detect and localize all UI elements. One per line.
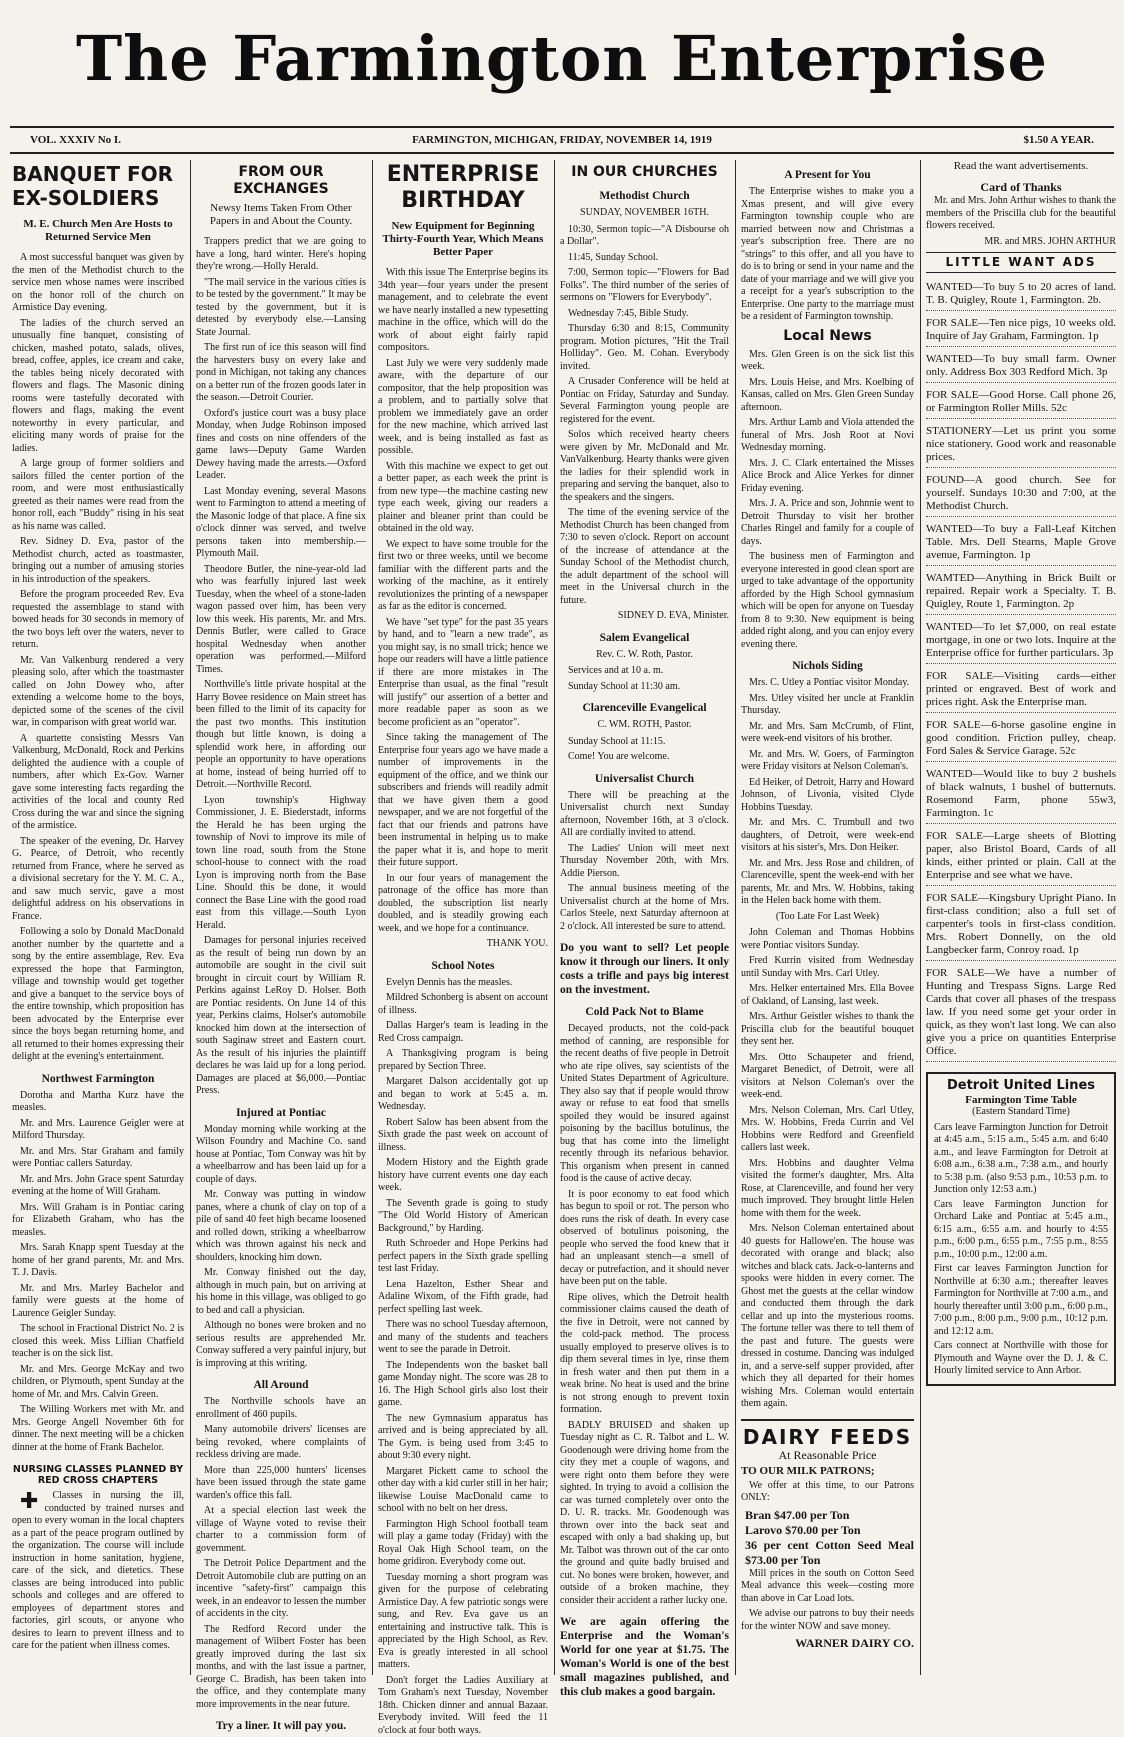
timetable-subtitle: Farmington Time Table [934,1094,1108,1107]
column-rule [190,160,191,1675]
classified-ad: FOR SALE—6-horse gasoline engine in good condition. Friction pulley, cheap. Ford Sales & Service Garage. 52c [926,719,1116,762]
timetable-entry: Cars leave Farmington Junction for Orchard Lake and Pontiac at 5:45 a.m., 6:15 a.m., 6:55 a.m. and hourly to 4:55 p.m., 6:00 p.m., 6:55 p.m., 7:55 p.m., 8:55 p.m., 10:00 p.m., 12:00 a.m. [934,1199,1108,1262]
news-item: Dallas Harger's team is leading in the Red Cross campaign. [378,1020,548,1045]
news-item: The Redford Record under the management of Wilbert Foster has been greatly improved during the last six months, and with the last issue a partner, George C. Bradish, has been taken into the office, and they contemplate many more improvements in the near future. [196,1624,366,1712]
article-paragraph: Mr. Conway was putting in window panes, where a chunk of clay on top of a pile of sand 40 feet high became loosened and rolled down, striking a wheelbarrow which was thrown against his neck and shoulders, knocking him down. [196,1189,366,1264]
article-paragraph: A most successful banquet was given by the men of the Methodist church to the service men whose names were inscribed on the honor roll of the church on Armistice Day evening. [12,252,184,315]
feed-price-item: 36 per cent Cotton Seed Meal $73.00 per Ton [741,1538,914,1568]
church-item: The Ladies' Union will meet next Thursday November 20th, with Mrs. Addie Pierson. [560,843,729,881]
dateline-bar [10,126,1114,154]
church-item: Sunday School at 11:30 am. [560,681,729,694]
news-item: Mrs. Helker entertained Mrs. Ella Bovee of Oakland, of Lansing, last week. [741,983,914,1008]
dairy-feeds-intro: We offer at this time, to our Patrons ONLY: [741,1480,914,1505]
church-item: Come! You are welcome. [560,751,729,764]
news-item: Mrs. Hobbins and daughter Velma visited the former's daughter, Mrs. Alta Rose, at Clarenceville, and found her very much improved. They brought little Helen home with them for the week. [741,1158,914,1221]
local-news-headline: Local News [741,328,914,345]
article-paragraph: With this issue The Enterprise begins its 34th year—four years under the present management, and to celebrate the event we have nearly installed a new typesetting machine in the office, which will do the work of about eight fairly rapid compositors. [378,267,548,355]
news-item: The new Gymnasium apparatus has arrived and is being appreciated by all. The Gym. is being used from 3:45 to about 9:30 every night. [378,1413,548,1463]
news-item: Mr. and Mrs. Star Graham and family were Pontiac callers Saturday. [12,1146,184,1171]
news-item: The Willing Workers met with Mr. and Mrs. George Angell November 6th for dinner. The next meeting will be a chicken dinner at the home of Frank Bachelor. [12,1404,184,1454]
timetable-entry: Cars leave Farmington Junction for Detroit at 4:45 a.m., 5:15 a.m., 5:45 a.m. and 6:40 a.m., and leave Farmington for Detroit at 6:08 a.m., 6:38 a.m., 7:38 a.m., and hourly to 5:38 p.m. (also 9:53 p.m., 10:53 p.m. to Junction only 12:53 a.m.) [934,1122,1108,1197]
news-item: The Detroit Police Department and the Detroit Automobile club are putting on an incentive "safety-first" campaign this week, in an endeavor to lessen the number of accidents in the city. [196,1558,366,1621]
news-item: Mrs. J. A. Price and son, Johnnie went to Detroit Thursday to visit her brother Charles Ringel and family for a couple of days. [741,498,914,548]
feed-price-item: Bran $47.00 per Ton [741,1508,914,1523]
article-paragraph: Before the program proceeded Rev. Eva requested the assemblage to stand with bowed heads for 30 seconds in memory of the two boys left over the waters, never to return. [12,589,184,652]
article-paragraph: Since taking the management of The Enterprise four years ago we have made a number of improvements in the equipment of the office, and we think our subscribers and friends will readily admit that we have given them a good newspaper, and we are not forgetful of the fact that our friends and patrons have been instrumental in helping us to make the paper what it is, and hope to merit their future support. [378,732,548,870]
news-item: Mildred Schonberg is absent on account of illness. [378,992,548,1017]
news-item: Mr. and Mrs. C. Trumbull and two daughters, of Detroit, were week-end visitors at his sister's, Mrs. Don Heiker. [741,817,914,855]
classified-ad: WANTED—To buy 5 to 20 acres of land. T. B. Quigley, Route 1, Farmington. 2b. [926,281,1116,311]
church-item: 10:30, Sermon topic—"A Disbourse oh a Dollar". [560,224,729,249]
news-item: John Coleman and Thomas Hobbins were Pontiac visitors Sunday. [741,927,914,952]
nichols-siding-headline: Nichols Siding [741,659,914,673]
classified-ad: FOR SALE—Ten nice pigs, 10 weeks old. Inquire of Jay Graham, Farmington. 1p [926,317,1116,347]
classified-ad: WANTED—To buy a Fall-Leaf Kitchen Table. Mrs. Dell Stearns, Maple Grove avenue, Farmington. 1p [926,523,1116,566]
news-item: Mr. and Mrs. Jess Rose and children, of Clarenceville, spent the week-end with her parents, Mr. and Mrs. W. Hobbins, taking in the Helen back home with them. [741,858,914,908]
article-paragraph: Last Monday evening, several Masons went to Farmington to attend a meeting of the Masonic lodge of that place. A fine six o'clock dinner was served, and twelve persons taken into membership.—Plymouth Mail. [196,486,366,561]
article-paragraph: It is poor economy to eat food which has begun to spoil or rot. The person who does runs the risk of death. In every case observed of botulinus poisoning, the people who served the food knew that it had an unpleasant stench—a smell of decay or putrefaction, and it should never have been put on the table. [560,1189,729,1289]
news-item: Lena Hazelton, Esther Shear and Adaline Wixom, of the Fifth grade, had perfect spelling last week. [378,1279,548,1317]
article-paragraph: Lyon township's Highway Commissioner, J. E. Biederstadt, informs the Herald he has been urging the township of Novi to improve its mile of town line road, south from the Stone school-house to connect with the road Lyon is improving north from the Base Line. Should this be done, it would connect the Base Line with the good road east from this village.—South Lyon Herald. [196,795,366,933]
red-cross-icon: ✚ [12,1492,38,1512]
column-1 [12,160,184,1675]
news-item: Farmington High School football team will play a game today (Friday) with the Royal Oak High School team, on the home gridiron. Everybody come out. [378,1519,548,1569]
news-item: Mrs. Arthur Geistler wishes to thank the Priscilla club for the beautiful bouquet they sent her. [741,1011,914,1049]
dairy-feeds-advice: We advise our patrons to buy their needs for the winter NOW and save money. [741,1608,914,1633]
news-item: Mrs. Nelson Coleman entertained about 40 guests for Hallowe'en. The house was decorated with orange and black; also witches and black cats. Jack-o-lanterns and spooks were hidden in every corner. The Ghost met the guests at the cellar window and conducted them through the dark cellar and up into the mysterious rooms. The fortune teller was there to tell them of the past and future. The guests were dressed in costume. Dancing was indulged in, and a serve-self supper provided, after which they all departed for their homes wishing Mrs. Coleman would entertain them again. [741,1223,914,1411]
timetable-entry: First car leaves Farmington Junction for Northville at 6:30 a.m.; thereafter leaves Farmington for Northville at 7:00 a.m., and hourly thereafter until 3:00 p.m., 6:00 p.m., 7:00 p.m., 8:00 p.m., 9:00 p.m., 10:12 p.m. and 12:12 a.m. [934,1263,1108,1338]
northwest-farmington-headline: Northwest Farmington [12,1072,184,1086]
salem-pastor: Rev. C. W. Roth, Pastor. [560,649,729,662]
dairy-company: WARNER DAIRY CO. [741,1637,914,1650]
classified-ad: WANTED—Would like to buy 2 bushels of black walnuts, 1 bushel of butternuts. Rosemond Farm, phone 55w3, Farmington. 1c [926,768,1116,824]
news-item: Mrs. Will Graham is in Pontiac caring for Elizabeth Graham, who has the measles. [12,1202,184,1240]
news-item: The school in Fractional District No. 2 is closed this week. Miss Lillian Chatfield teacher is on the sick list. [12,1323,184,1361]
read-want-ads-line: Read the want advertisements. [926,160,1116,173]
church-item: 11:45, Sunday School. [560,252,729,265]
article-paragraph: Damages for personal injuries received as the result of being run down by an automobile are sought in the civil suit brought in circuit court by William R. Perkins against LeRoy D. Holser. Both are Pontiac residents. On June 14 of this year, Perkins claims, Holser's automobile knocked him down at the intersection of south Saginaw street and Eastern court. As the result of his injuries the plaintiff declares he was laid up for a long period. Damages are placed at $6,000.—Pontiac Press. [196,935,366,1098]
church-item: There will be preaching at the Universalist church next Sunday afternoon, November 16th, at 3 o'clock. All are cordially invited to attend. [560,790,729,840]
church-item: The annual business meeting of the Universalist church at the home of Mrs. Carlos Steele, next Saturday afternoon at 2 o'clock. All interested be sure to attend. [560,883,729,933]
school-notes-headline: School Notes [378,959,548,973]
church-item: 7:00, Sermon topic—"Flowers for Bad Folks". The third number of the series of sermons on "Flowers for Everybody". [560,267,729,305]
news-item: Mrs. J. C. Clark entertained the Misses Alice Brock and Alice Yerkes for dinner Friday evening. [741,458,914,496]
clarenceville-pastor: C. WM. ROTH, Pastor. [560,719,729,732]
classified-ad: WANTED—To let $7,000, on real estate mortgage, in one or two lots. Inquire at the Enterprise office for further particulars. 3p [926,621,1116,664]
news-item: Margaret Dalson accidentally got up and began to work at 5:45 a. m. Wednesday. [378,1076,548,1114]
bruised-item: BADLY BRUISED and shaken up Tuesday night as C. R. Talbot and L. W. Goodenough were driving home from the city they met a couple of wagons, and were right onto them before they were sighted. In trying to avoid a collision the car was turned completely over onto the D. U. R. tracks. Mr. Goodenough was thrown over into the back seat and escaped with only a bad shaking up, but Mr. Talbot was thrown out of the car onto the ground and quite badly bruised and cut. No bones were broken, however, and outside of a broken machine, they consider their accident a rather lucky one. [560,1420,729,1608]
news-item: Mr. and Mrs. W. Goers, of Farmington were Friday visitors at Nelson Coleman's. [741,749,914,774]
classified-ad: FOR SALE—Good Horse. Call phone 26, or Farmington Roller Mills. 52c [926,389,1116,419]
column-rule [372,160,373,1675]
injured-headline: Injured at Pontiac [196,1106,366,1120]
clarenceville-title: Clarenceville Evangelical [560,701,729,715]
news-item: At a special election last week the village of Wayne voted to revise their charter to a commission form of government. [196,1505,366,1555]
church-item: Sunday School at 11:15. [560,736,729,749]
liner-footer: Try a liner. It will pay you. [196,1719,366,1733]
column-4 [560,160,729,1675]
news-item: Mrs. Otto Schaupeter and friend, Margaret Benedict, of Detroit, were all visitors at Nelson Coleman's over the week-end. [741,1052,914,1102]
card-of-thanks-headline: Card of Thanks [926,181,1116,194]
banquet-deck: M. E. Church Men Are Hosts to Returned Service Men [16,218,180,244]
subscription-offer: We are again offering the Enterprise and the Woman's World for one year at $1.75. The Woman's World is one of the best small magazines published, and this club makes a good bargain. [560,1615,729,1699]
timetable-standard: (Eastern Standard Time) [934,1106,1108,1119]
cold-pack-headline: Cold Pack Not to Blame [560,1005,729,1019]
news-item: A Thanksgiving program is being prepared by Section Three. [378,1048,548,1073]
news-item: More than 225,000 hunters' licenses have been issued through the state game warden's office this fall. [196,1465,366,1503]
classified-ad: FOR SALE—Visiting cards—either printed or engraved. Best of work and prices right. Ask the Enterprise man. [926,670,1116,713]
news-item: Mrs. Glen Green is on the sick list this week. [741,349,914,374]
article-paragraph: A quartette consisting Messrs Van Valkenburg, McDonald, Rock and Perkins delighted the audience with a couple of numbers, after which Ex-Gov. Warner gave some interesting facts regarding the activities of the local and county Red Cross during the war and since the signing of the armistice. [12,733,184,833]
news-item: The business men of Farmington and everyone interested in good clean sport are urged to take advantage of the opportunity afforded by the High School gymnasium which will be open for anyone on Tuesday from 8 to 9:30. New equipment is being added right along, and you can enjoy every evening there. [741,551,914,651]
news-item: Tuesday morning a short program was given for the purpose of celebrating Armistice Day. A few patriotic songs were sung, and Rev. Eva gave us an entertaining and instructive talk. This is appreciated by the High School, as Rev. Eva is greatly interested in all school matters. [378,1572,548,1672]
want-ads-headline: LITTLE WANT ADS [926,252,1116,273]
article-paragraph: Mr. Van Valkenburg rendered a very pleasing solo, after which the toastmaster called on John Dowey who, after extending a welcome home to the boys, depicted some of the scenes of the civil war, in comparison with great world war. [12,655,184,730]
news-item: The Northville schools have an enrollment of 460 pupils. [196,1396,366,1421]
church-item: Services and at 10 a. m. [560,665,729,678]
church-item: Wednesday 7:45, Bible Study. [560,308,729,321]
classified-ad: FOR SALE—We have a number of Hunting and Trespass Signs. Large Red Cards that cover all phases of the trespass law. If you need some get your order in quick, as they won't last long. We can also give you a price on quantities Enterprise Office. [926,967,1116,1062]
subscription-price: $1.50 A YEAR. [1024,128,1095,152]
all-around-headline: All Around [196,1378,366,1392]
article-paragraph: The speaker of the evening, Dr. Harvey G. Pearce, of Detroit, who recently returned from France, where he served as a divisional secretary for the Y. M. C. A., and saw much servic, gave a most delightful address on his observations in France. [12,836,184,924]
news-item: There was no school Tuesday afternoon, and many of the students and teachers went to see the parade in Detroit. [378,1319,548,1357]
too-late-label: (Too Late For Last Week) [741,911,914,924]
news-item: Mrs. Louis Heise, and Mrs. Koelbing of Kansas, called on Mrs. Glen Green Sunday afternoon. [741,377,914,415]
article-paragraph: Trappers predict that we are going to have a long, hard winter. Here's hoping they're wrong.—Holly Herald. [196,236,366,274]
methodist-signature: SIDNEY D. EVA, Minister. [560,610,729,623]
churches-headline: IN OUR CHURCHES [560,164,729,181]
exchanges-headline: FROM OUR EXCHANGES [196,164,366,198]
dairy-feeds-heading: TO OUR MILK PATRONS; [741,1465,914,1478]
timetable-box [926,1072,1116,1386]
red-cross-headline: NURSING CLASSES PLANNED BY RED CROSS CHAPTERS [12,1464,184,1486]
volume-number: VOL. XXXIV No I. [30,128,121,152]
news-item: Mrs. Nelson Coleman, Mrs. Carl Utley, Mrs. W. Hobbins, Freda Currin and Vel Hobbins were Redford and Greenfield callers last week. [741,1105,914,1155]
church-item: The time of the evening service of the Methodist Church has been changed from 7:30 to seven o'clock. Report on account of the increase of attendance at the Sunday School of the Methodist church, the adult department of the school will meet in the Universal church in the future. [560,507,729,607]
news-item: Ruth Schroeder and Hope Perkins had perfect papers in the Sixth grade spelling test last Friday. [378,1238,548,1276]
column-rule [920,160,921,1675]
thank-you-signoff: THANK YOU. [378,938,548,951]
news-item: Mr. and Mrs. George McKay and two children, or Plymouth, spent Sunday at the home of Mr. and Mrs. Calvin Green. [12,1364,184,1402]
article-paragraph: Although no bones were broken and no serious results are apprehended Mr. Conway suffered a very painful injury, but is improving at this writing. [196,1320,366,1370]
article-paragraph: Decayed products, not the cold-pack method of canning, are responsible for the recent deaths of five people in Detroit who ate ripe olives, say scientists of the United States Department of Agriculture. They also say that if people would throw away or refuse to eat food that smells spoiled they would be insured against poisoning by the bacillus botulinus, the bug that has come into the limelight recently through its nefarious behavior. This organism when present in canned food is the cause of active decay. [560,1023,729,1186]
methodist-date: SUNDAY, NOVEMBER 16TH. [560,207,729,220]
church-item: Solos which received hearty cheers were given by Mr. McDonald and Mr. VanValkenburg. Hearty thanks were given the ladies for their splendid work in preparing and serving the banquet, also to the speakers and the singers. [560,429,729,504]
column-rule [554,160,555,1675]
church-item: Thursday 6:30 and 8:15, Community program. Motion pictures, "Hit the Trail Holliday". Geo. M. Cohan. Everybody invited. [560,323,729,373]
column-5 [741,160,914,1675]
article-paragraph: The first run of ice this season will find the harvesters busy on every lake and pond in Michigan, not taking any chances on a better run of the frozen goods later in the season.—Detroit Courier. [196,342,366,405]
news-item: Margaret Pickett came to school the other day with a kid curler still in her hair; likewise Louise MacDonald came to school with no belt on her dress. [378,1466,548,1516]
news-item: Many automobile drivers' licenses are being revoked, where complaints of reckless driving are made. [196,1424,366,1462]
news-item: Mr. and Mrs. Laurence Geigler were at Milford Thursday. [12,1118,184,1143]
news-item: The Independents won the basket ball game Monday night. The score was 28 to 16. The High School girls also lost their game. [378,1360,548,1410]
feed-price-item: Larovo $70.00 per Ton [741,1523,914,1538]
article-paragraph: With this machine we expect to get out a better paper, as each week the print is from new type—the machine casting new type each week, giving our readers a plainer and bleaner print than could be obtained in the old way. [378,461,548,536]
news-item: Mr. and Mrs. Sam McCrumb, of Flint, were week-end visitors of his brother. [741,721,914,746]
dairy-feeds-ad [741,1419,914,1650]
classified-ad: FOUND—A good church. See for yourself. Sundays 10:30 and 7:00, at the Methodist Church. [926,474,1116,517]
birthday-headline: ENTERPRISE BIRTHDAY [378,162,548,214]
article-paragraph: Northville's little private hospital at the Harry Bovee residence on Main street has been filled to the limit of its capacity for the past two months. This institution though but little known, is doing a splendid work here, in affording our people an opportunity to have operations at home, instead of being hurried off to Detroit.—Northville Record. [196,679,366,792]
sell-notice: Do you want to sell? Let people know it through our liners. It only costs a trifle and pays big interest on the investment. [560,941,729,997]
article-paragraph: "The mail service in the various cities is to be tested by the government." It may be tested by the government, but it is detested by everybody else.—Lansing State Journal. [196,277,366,340]
present-headline: A Present for You [741,168,914,182]
article-paragraph: Last July we were very suddenly made aware, with the departure of our compositor, that the help proposition was a problem, and to partially solve that problem we immediately gave an order for the new machine, which arrived last week, and is being installed as fast as possible. [378,358,548,458]
article-paragraph: Ripe olives, which the Detroit health commissioner claims caused the death of the five in Detroit, were not canned by the cold-pack method. The process usually employed to preserve olives is to dip them several times in lye, rinse them in fresh water and then put them in a weak brine. No heat is used and the brine is not strong enough to prevent toxin formation. [560,1292,729,1417]
news-item: Modern History and the Eighth grade history have current events one day each week. [378,1157,548,1195]
column-rule [735,160,736,1675]
masthead-title: The Farmington Enterprise [0,14,1124,104]
classified-ad: WAMTED—Anything in Brick Built or repaired. Repair work a Specialty. T. B. Quigley, Route 1, Farmington. 2p [926,572,1116,615]
red-cross-text: ✚ Classes in nursing the ill, conducted by trained nurses and open to every woman in the local chapters as a part of the peace program outlined by the organization. The course will include instruction in home sanitation, hygiene, care of the sick, and dietetics. These classes are being introduced into public schools and colleges and are offered to employees of department stores and factories, girl scouts, or anyone who desires to learn to prevent illness and to care for the patient when illness comes. [12,1490,184,1653]
news-item: Evelyn Dennis has the measles. [378,977,548,990]
article-paragraph: We expect to have some trouble for the first two or three weeks, until we become familiar with the different parts and the working of the machine, as it entirely revolutionizes the printing of a newspaper as far as the editor is concerned. [378,539,548,614]
article-paragraph: Following a solo by Donald MacDonald another number by the quartette and a song by the entire assemblage, Rev. Eva expressed the hope that Farmington, village and township would get together and give a banquet to the service boys of the entire township, which proposition has been advocated by the Enterprise ever since the boys began returning home, and all returned to their homes expressing their delight at the evening's entertainment. [12,926,184,1064]
article-paragraph: We have "set type" for the past 35 years by hand, and to "learn a new trade", as you might say, is no small trick; hence we hope our readers will have a little patience if there are more mistakes in The Enterprise than usual, as the final "result will justify" our assertion of a better and more readable paper as soon as we become proficient as an "operator". [378,617,548,730]
dateline: FARMINGTON, MICHIGAN, FRIDAY, NOVEMBER 14, 1919 [10,128,1114,152]
article-paragraph: Monday morning while working at the Wilson Foundry and Machine Co. sand house at Pontiac, Tom Conway was hit by a wheelbarrow and has been laid up for a couple of days. [196,1124,366,1187]
classified-ad: STATIONERY—Let us print you some nice stationery. Good work and reasonable prices. [926,425,1116,468]
news-item: Mrs. C. Utley a Pontiac visitor Monday. [741,677,914,690]
news-item: Ed Heiker, of Detroit, Harry and Howard Johnson, of Livonia, visited Clyde Hobbins Tuesday. [741,777,914,815]
news-item: Mrs. Arthur Lamb and Viola attended the funeral of Mrs. Josh Root at Novi Wednesday morning. [741,417,914,455]
article-paragraph: Theodore Butler, the nine-year-old lad who was fearfully injured last week Tuesday, when the wheel of a stone-laden wagon passed over him, has been very low this week. His parents, Mr. and Mrs. Dennis Butler, were called to Grace hospital Wednesday when another operation was performed.—Milford Times. [196,564,366,677]
news-item: The Seventh grade is going to study "The Old World History of American Background," by Harding. [378,1198,548,1236]
article-paragraph: A large group of former soldiers and sailors filled the center portion of the room, and were most enthusiastically greeted as their names were read from the honor roll, each "Buddy" rising in his seat as his name was called. [12,458,184,533]
classified-ad: FOR SALE—Large sheets of Blotting paper, also Bristol Board, Cards of all kinds, either printed or plain. Call at the Enterprise and see what we have. [926,830,1116,886]
news-item: Mr. and Mrs. John Grace spent Saturday evening at the home of Will Graham. [12,1174,184,1199]
news-item: Mrs. Utley visited her uncle at Franklin Thursday. [741,693,914,718]
timetable-title: Detroit United Lines [934,1078,1108,1094]
news-item: Fred Kurrin visited from Wednesday until Sunday with Mrs. Carl Utley. [741,955,914,980]
article-paragraph: Oxford's justice court was a busy place Monday, when Judge Robinson imposed fines and costs on nine offenders of the game laws—Deputy Game Warden Dewey having made the arrests.—Oxford Leader. [196,408,366,483]
universalist-title: Universalist Church [560,772,729,786]
banquet-headline: BANQUET FOR EX-SOLDIERS [12,162,184,210]
article-paragraph: In our four years of management the patronage of the office has more than doubled, the subscription list nearly doubled, and is steadily growing each week, and we hope for a continuance. [378,873,548,936]
column-3 [378,160,548,1675]
article-paragraph: Rev. Sidney D. Eva, pastor of the Methodist church, acted as toastmaster, bringing out a number of amusing stories in his introduction of the speakers. [12,536,184,586]
birthday-deck: New Equipment for Beginning Thirty-Fourth Year, Which Means Better Paper [382,220,544,259]
card-of-thanks-signature: MR. and MRS. JOHN ARTHUR [926,236,1116,249]
column-2 [196,160,366,1675]
church-item: A Crusader Conference will be held at Pontiac on Friday, Saturday and Sunday. Several Farmington young people are registered for the event. [560,376,729,426]
article-paragraph: Mr. Conway finished out the day, although in much pain, but on arriving at his home in this village, was obliged to go to bed and call a physician. [196,1267,366,1317]
want-ads-list [926,281,1116,1062]
news-item: Mrs. Sarah Knapp spent Tuesday at the home of her grand parents, Mr. and Mrs. T. J. Davis. [12,1242,184,1280]
news-item: Robert Salow has been absent from the Sixth grade the past week on account of illness. [378,1117,548,1155]
salem-title: Salem Evangelical [560,631,729,645]
dairy-feeds-body: Mill prices in the south on Cotton Seed Meal advance this week—costing more than above in Car Load lots. [741,1568,914,1606]
dairy-feeds-subtitle: At Reasonable Price [741,1449,914,1462]
classified-ad: FOR SALE—Kingsbury Upright Piano. In first-class condition; also a full set of carpenter's tools in first-class condition. Mrs. Robert Donnelly, on the old Langbecker farm, Conroy road. 1p [926,892,1116,961]
dairy-feeds-title: DAIRY FEEDS [741,1425,914,1449]
methodist-church-title: Methodist Church [560,189,729,203]
news-item: Dorotha and Martha Kurz have the measles. [12,1090,184,1115]
present-text: The Enterprise wishes to make you a Xmas present, and will give every Farmington township couple who are married between now and Christmas a year's subscription free. There are no "strings" to this offer, and all you have to do is to bring or send in your name and the date of your marriage and we will give you a receipt for a year's subscription to the Enterprise. One party to the marriage must be a resident of Farmington township. [741,186,914,324]
timetable-entry: Cars connect at Northville with those for Plymouth and Wayne over the D. J. & C. Hourly limited service to Ann Arbor. [934,1340,1108,1378]
article-paragraph: The ladies of the church served an unusually fine banquet, consisting of chicken, mashed potato, salads, olives, bread, coffee, apples, ice cream and cake, the tables being nicely decorated with flowers and flags. The Masonic dining rooms were tastefully decorated with flowers and flags, making the event noteworthy in every particular, and eliciting many words of praise for the ladies. [12,318,184,456]
news-item: Mr. and Mrs. Marley Bachelor and family were guests at the home of Laurence Geigler Sunday. [12,1283,184,1321]
classified-ad: WANTED—To buy small farm. Owner only. Address Box 303 Redford Mich. 3p [926,353,1116,383]
column-6 [926,160,1116,1675]
exchanges-deck: Newsy Items Taken From Other Papers in and About the County. [200,202,362,228]
card-of-thanks-text: Mr. and Mrs. John Arthur wishes to thank the members of the Priscilla club for the beautiful flowers received. [926,195,1116,233]
news-item: Don't forget the Ladies Auxiliary at Tom Graham's next Tuesday, November 18th. Chicken dinner and annual Bazaar. Everybody invited. Will feed the 11 o'clock at four both ways. [378,1675,548,1737]
